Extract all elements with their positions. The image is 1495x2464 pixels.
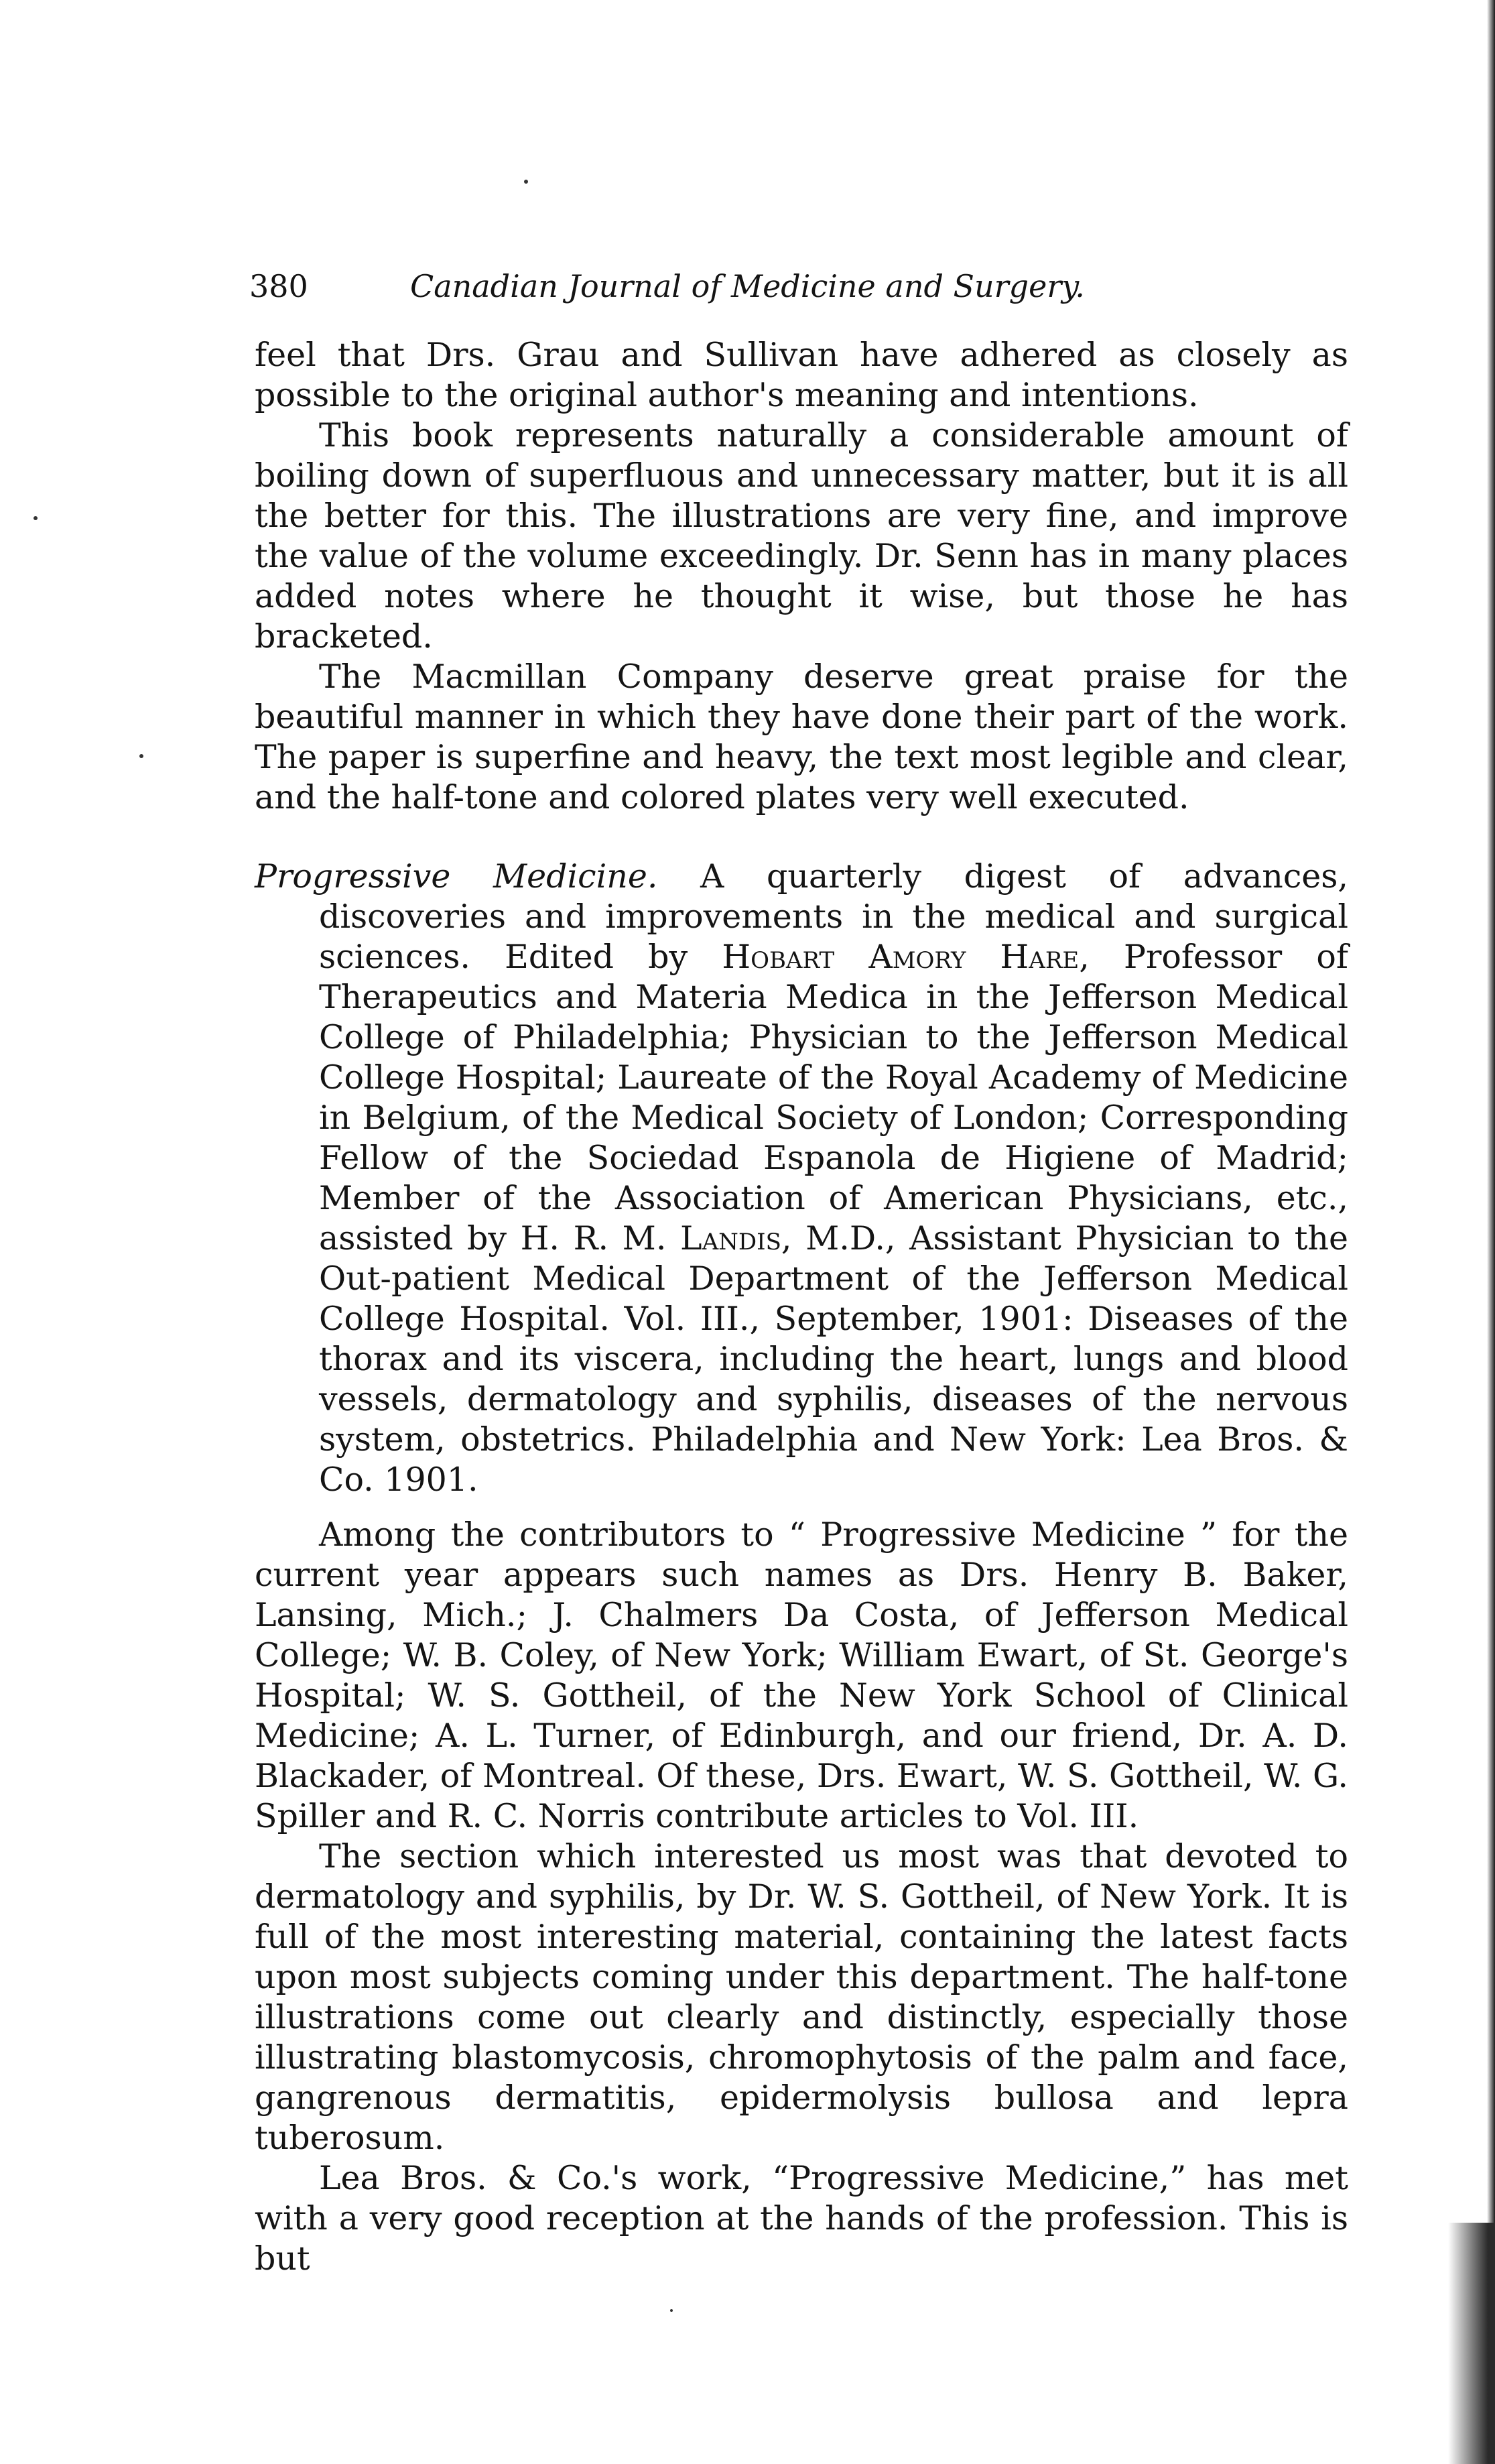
book-editor: Hobart Amory Hare, [722, 938, 1090, 976]
scan-speck [139, 754, 143, 758]
book-assistant: H. R. M. Landis, [520, 1219, 792, 1257]
scan-page-corner-shadow [1448, 2223, 1495, 2464]
paragraph-dermatology-section: The section which interested us most was that devoted to dermatology and syphilis, by Dr. W. S. Gottheil, of New York. It is full of the most interesting material, containing the latest facts upon most subjects coming under this department. The half-tone illustrations come out clearly and distinctly, especially those illustrating blastomycosis, chromophytosis of the palm and face, gangrenous dermatitis, epidermolysis bullosa and lepra tuberosum. [255, 1837, 1348, 2157]
scan-speck [670, 2309, 673, 2312]
paragraph-reception: Lea Bros. & Co.'s work, “Progressive Medicine,” has met with a very good reception at the hands of the profession. This is but [255, 2159, 1348, 2278]
book-description-3: M.D., Assistant Physician to the Out-patient Medical Department of the Jefferson Medical College Hospital. Vol. III., September, 1901: Diseases of the thorax and its viscera, including the heart, lungs and blood vessels, dermatology and syphilis, diseases of the nervous system, obstetrics. Philadelphia and New York: Lea Bros. & Co. 1901. [319, 1219, 1348, 1499]
book-title: Progressive Medicine. [255, 857, 658, 896]
paragraph-continuation: feel that Drs. Grau and Sullivan have adhered as closely as possible to the original author's meaning and intentions. [255, 336, 1348, 414]
article-body [255, 335, 1348, 2279]
scan-page-edge [1487, 0, 1495, 2464]
book-description-2: Professor of Therapeutics and Materia Medica in the Jefferson Medical College of Philadelphia; Physician to the Jefferson Medical College Hospital; Laureate of the Royal Academy of Medicine in Belgium, of the Medical Society of London; Corresponding Fellow of the Sociedad Espanola de Higiene of Madrid; Member of the Association of American Physicians, etc., assisted by [319, 938, 1349, 1257]
paragraph-contributors: Among the contributors to “ Progressive Medicine ” for the current year appears such names as Drs. Henry B. Baker, Lansing, Mich.; J. Chalmers Da Costa, of Jefferson Medical College; W. B. Coley, of New York; William Ewart, of St. George's Hospital; W. S. Gottheil, of the New York School of Clinical Medicine; A. L. Turner, of Edinburgh, and our friend, Dr. A. D. Blackader, of Montreal. Of these, Drs. Ewart, W. S. Gottheil, W. G. Spiller and R. C. Norris contribute articles to Vol. III. [255, 1516, 1348, 1835]
page-number: 380 [249, 268, 308, 304]
paragraph-book-summary: This book represents naturally a considerable amount of boiling down of superfluous and unnecessary matter, but it is all the better for this. The illustrations are very fine, and improve the value of the volume exceedingly. Dr. Senn has in many places added notes where he thought it wise, but those he has bracketed. [255, 416, 1348, 656]
page-header [249, 263, 1187, 310]
paragraph-publisher-praise: The Macmillan Company deserve great praise for the beautiful manner in which they have done their part of the work. The paper is superfine and heavy, the text most legible and clear, and the half-tone and colored plates very well executed. [255, 658, 1348, 816]
book-description-1: A quarterly digest of advances, discoveries and improvements in the medical and surgical sciences. Edited by [319, 857, 1348, 976]
running-title: Canadian Journal of Medicine and Surgery. [410, 268, 1085, 304]
scan-speck [34, 516, 38, 520]
scan-speck [524, 180, 528, 184]
book-citation [255, 857, 1348, 1500]
